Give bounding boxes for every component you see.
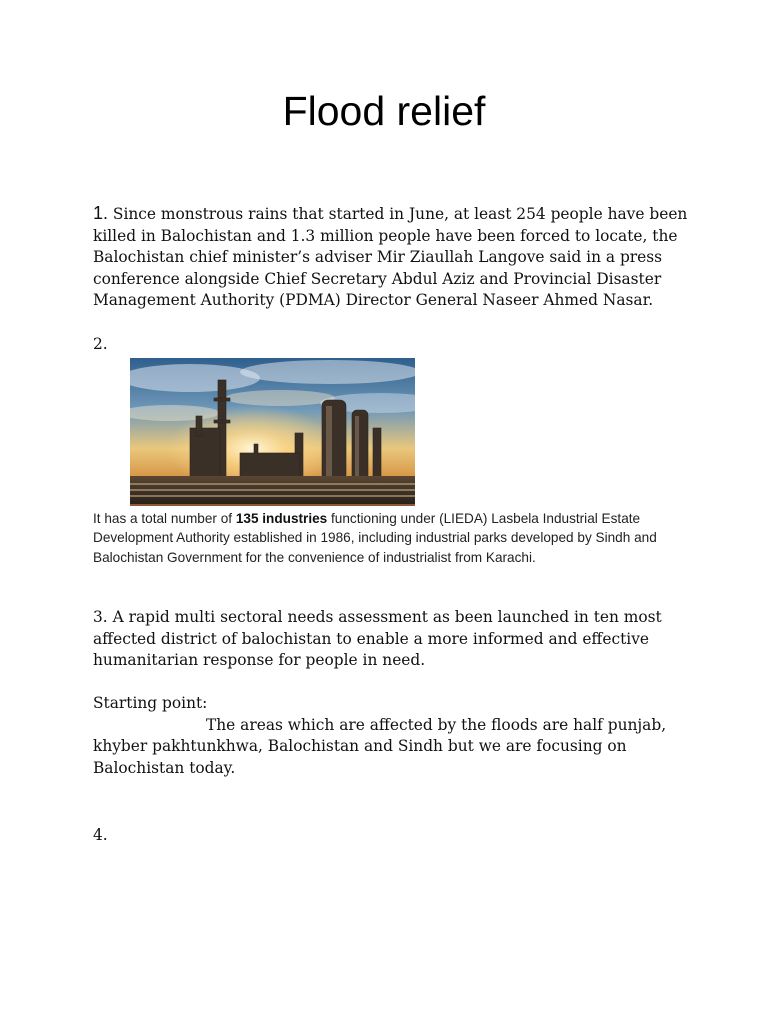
section-2-number: 2. [93, 335, 108, 353]
starting-point-block [93, 693, 693, 779]
section-3-paragraph: 3. A rapid multi sectoral needs assessment as been launched in ten most affected district of balochistan to enable a more informed and effective humanitarian response for people in need. [93, 608, 662, 670]
section-1-paragraph [93, 203, 693, 312]
starting-point-label: Starting point: [93, 694, 208, 712]
caption-highlight: 135 industries [235, 511, 328, 526]
caption-text-before: It has a total number of [93, 511, 236, 526]
industrial-plant-photo-icon [130, 358, 415, 504]
image-caption [93, 509, 693, 567]
caption-text-after: functioning under (LIEDA) Lasbela Industrial Estate Development Authority established in 1986, including industrial parks developed by Sindh and Balochistan Government for the convenience of industrialist from Karachi. [93, 511, 657, 565]
starting-point-text: The areas which are affected by the floods are half punjab, khyber pakhtunkhwa, Balochistan and Sindh but we are focusing on Balochistan today. [93, 715, 667, 777]
industrial-plant-photo [130, 358, 415, 506]
page-title: Flood relief [282, 88, 486, 134]
section-1-text: Since monstrous rains that started in June, at least 254 people have been killed in Balochistan and 1.3 million people have been forced to locate, the Balochistan chief minister’s adviser Mir Ziaullah Langove said in a press conference alongside Chief Secretary Abdul Aziz and Provincial Disaster Management Authority (PDMA) Director General Naseer Ahmed Nasar. [93, 205, 688, 310]
section-1-number: 1. [93, 203, 109, 223]
section-4-number: 4. [93, 826, 108, 844]
